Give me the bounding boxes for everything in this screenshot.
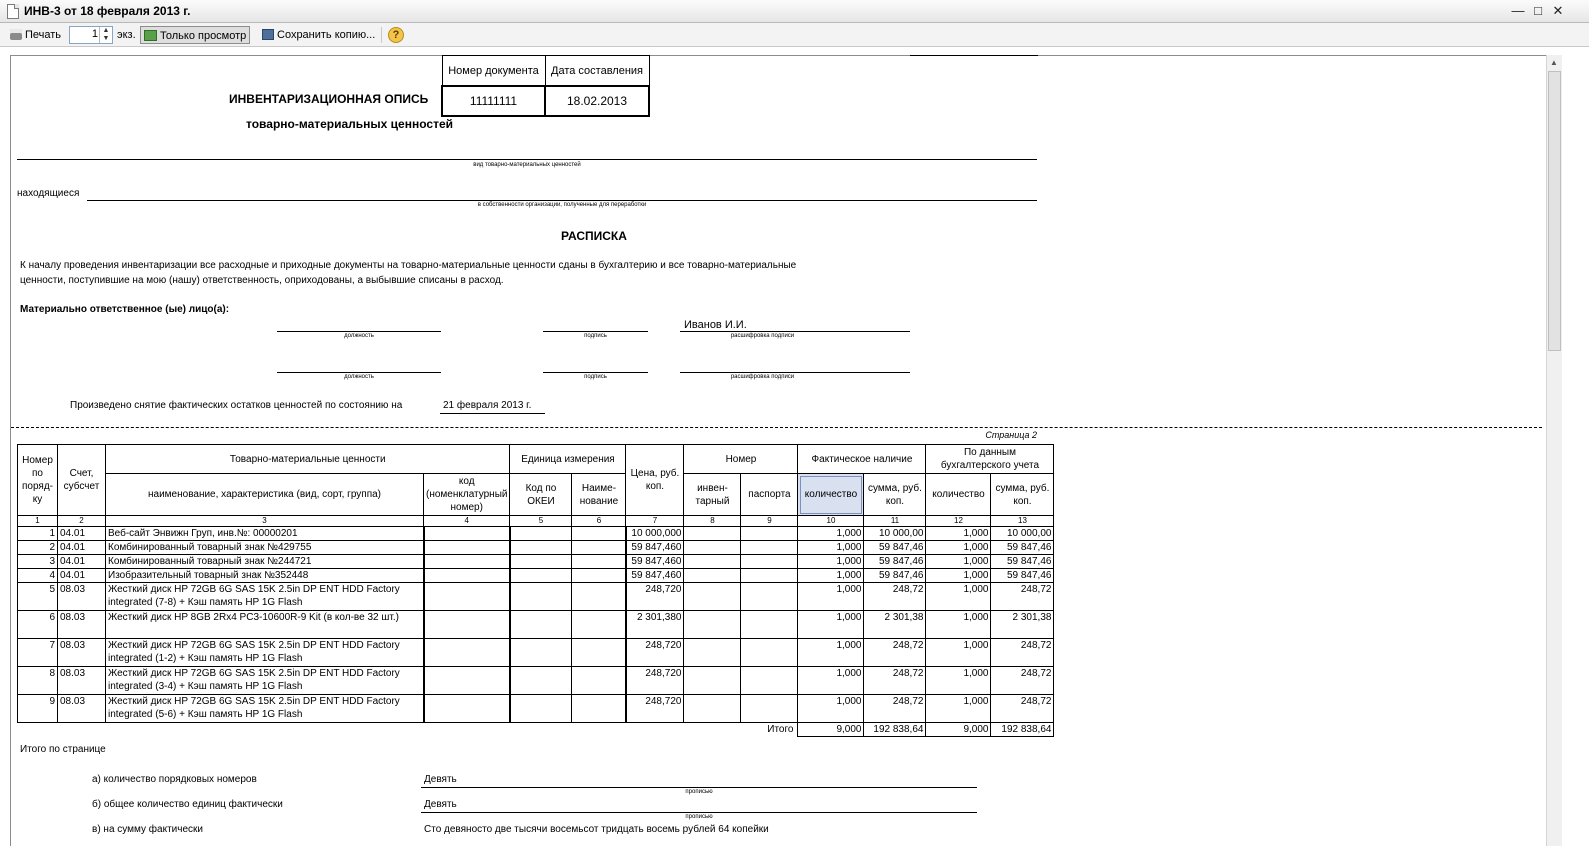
total-qty: 9,000 xyxy=(798,723,864,737)
row-number: 3 xyxy=(18,555,58,569)
print-label: Печать xyxy=(25,29,62,41)
header-num: Номер по поряд-ку xyxy=(18,445,58,516)
row-sum2: 59 847,46 xyxy=(991,555,1054,569)
row-unit-name xyxy=(572,611,626,639)
column-numbers-row xyxy=(18,516,1054,527)
header-qty[interactable]: количество xyxy=(798,474,864,516)
row-qty: 1,000 xyxy=(798,527,864,541)
row-okei xyxy=(510,569,572,583)
table-row[interactable] xyxy=(18,541,1054,555)
row-number: 5 xyxy=(18,583,58,611)
row-code xyxy=(424,527,510,541)
row-sum2: 248,72 xyxy=(991,639,1054,667)
total-units-caption: прописью xyxy=(685,814,713,820)
row-unit-name xyxy=(572,667,626,695)
row-sum2: 248,72 xyxy=(991,667,1054,695)
row-price: 2 301,380 xyxy=(626,611,684,639)
row-sum: 59 847,46 xyxy=(864,555,926,569)
row-passport xyxy=(741,527,798,541)
document-border-top xyxy=(10,55,1546,56)
receipt-text-2: ценности, поступившие на мою (нашу) ответственность, оприходованы, а выбывшие списаны в расход. xyxy=(20,275,504,286)
row-price: 59 847,460 xyxy=(626,541,684,555)
maximize-icon[interactable]: □ xyxy=(1534,3,1542,18)
row-sum: 248,72 xyxy=(864,583,926,611)
row-qty2: 1,000 xyxy=(926,555,991,569)
doc-date-label: Дата составления xyxy=(545,56,649,87)
total-qty2: 9,000 xyxy=(926,723,991,737)
row-price: 10 000,000 xyxy=(626,527,684,541)
inventory-body xyxy=(18,527,1054,723)
row-okei xyxy=(510,695,572,723)
table-row[interactable] xyxy=(18,527,1054,541)
row-unit-name xyxy=(572,555,626,569)
save-icon xyxy=(262,29,274,40)
header-passport: паспорта xyxy=(741,474,798,516)
row-number: 9 xyxy=(18,695,58,723)
row-unit-name xyxy=(572,695,626,723)
row-number: 7 xyxy=(18,639,58,667)
doc-number-table xyxy=(441,55,650,117)
located-line xyxy=(87,200,1037,201)
column-number: 1 xyxy=(18,516,58,527)
row-price: 59 847,460 xyxy=(626,555,684,569)
row-code xyxy=(424,541,510,555)
located-label: находящиеся xyxy=(17,188,80,199)
position-caption-1: должность xyxy=(344,333,374,339)
row-code xyxy=(424,569,510,583)
close-icon[interactable]: ✕ xyxy=(1552,3,1564,18)
row-okei xyxy=(510,667,572,695)
row-qty: 1,000 xyxy=(798,611,864,639)
decoding-line-2 xyxy=(680,372,910,373)
row-okei xyxy=(510,555,572,569)
row-inventory-number xyxy=(684,541,741,555)
window-title: ИНВ-3 от 18 февраля 2013 г. xyxy=(24,4,191,18)
signature-line-1 xyxy=(543,331,648,332)
row-qty: 1,000 xyxy=(798,695,864,723)
row-account: 08.03 xyxy=(58,583,106,611)
person-name: Иванов И.И. xyxy=(684,319,747,331)
row-qty2: 1,000 xyxy=(926,569,991,583)
header-number: Номер xyxy=(684,445,798,474)
row-sum2: 59 847,46 xyxy=(991,541,1054,555)
header-sum: сумма, руб. коп. xyxy=(864,474,926,516)
row-sum: 2 301,38 xyxy=(864,611,926,639)
total-label: Итого xyxy=(767,724,794,735)
column-number: 9 xyxy=(741,516,798,527)
row-name: Жесткий диск HP 8GB 2Rx4 PC3-10600R-9 Kit (в кол-ве 32 шт.) xyxy=(106,611,424,639)
row-qty2: 1,000 xyxy=(926,639,991,667)
row-sum: 10 000,00 xyxy=(864,527,926,541)
inventory-table xyxy=(17,444,1054,737)
row-unit-name xyxy=(572,569,626,583)
kind-caption: вид товарно-материальных ценностей xyxy=(473,162,581,168)
row-passport xyxy=(741,695,798,723)
header-code: код (номенклатурный номер) xyxy=(424,474,510,516)
row-name: Комбинированный товарный знак №244721 xyxy=(106,555,424,569)
row-code xyxy=(424,583,510,611)
row-price: 248,720 xyxy=(626,695,684,723)
row-account: 04.01 xyxy=(58,569,106,583)
row-qty2: 1,000 xyxy=(926,695,991,723)
header-qty2: количество xyxy=(926,474,991,516)
row-sum: 248,72 xyxy=(864,695,926,723)
total-sum-value: Сто девяносто две тысячи восемьсот тридцать восемь рублей 64 копейки xyxy=(424,824,769,835)
row-unit-name xyxy=(572,583,626,611)
row-passport xyxy=(741,583,798,611)
row-sum2: 2 301,38 xyxy=(991,611,1054,639)
column-number: 12 xyxy=(926,516,991,527)
toolbar-separator xyxy=(381,27,382,43)
column-number: 8 xyxy=(684,516,741,527)
row-code xyxy=(424,639,510,667)
total-units-value: Девять xyxy=(424,799,457,810)
row-sum: 248,72 xyxy=(864,667,926,695)
row-account: 08.03 xyxy=(58,695,106,723)
row-inventory-number xyxy=(684,639,741,667)
total-units-label: б) общее количество единиц фактически xyxy=(92,799,283,810)
row-inventory-number xyxy=(684,527,741,541)
row-qty: 1,000 xyxy=(798,569,864,583)
column-number: 5 xyxy=(510,516,572,527)
vertical-scrollbar[interactable] xyxy=(1546,55,1562,846)
row-sum2: 10 000,00 xyxy=(991,527,1054,541)
table-row[interactable] xyxy=(18,695,1054,723)
row-inventory-number xyxy=(684,555,741,569)
row-number: 1 xyxy=(18,527,58,541)
row-name: Жесткий диск HP 72GB 6G SAS 15K 2.5in DP ENT HDD Factory integrated (3-4) + Кэш память HP 1G Flash xyxy=(106,667,424,695)
row-inventory-number xyxy=(684,611,741,639)
row-code xyxy=(424,555,510,569)
view-only-icon xyxy=(144,30,157,41)
printer-icon xyxy=(10,29,22,40)
table-row[interactable] xyxy=(18,667,1054,695)
header-tmc: Товарно-материальные ценности xyxy=(106,445,510,474)
row-number: 8 xyxy=(18,667,58,695)
column-number: 13 xyxy=(991,516,1054,527)
signature-caption-1: подпись xyxy=(584,333,607,339)
column-number: 6 xyxy=(572,516,626,527)
row-okei xyxy=(510,527,572,541)
row-inventory-number xyxy=(684,695,741,723)
row-name: Жесткий диск HP 72GB 6G SAS 15K 2.5in DP ENT HDD Factory integrated (5-6) + Кэш память HP 1G Flash xyxy=(106,695,424,723)
row-sum2: 248,72 xyxy=(991,695,1054,723)
column-number: 10 xyxy=(798,516,864,527)
header-fact: Фактическое наличие xyxy=(798,445,926,474)
row-sum2: 248,72 xyxy=(991,583,1054,611)
column-number: 11 xyxy=(864,516,926,527)
page-label: Страница 2 xyxy=(985,430,1037,440)
header-account: Счет, субсчет xyxy=(58,445,106,516)
row-name: Жесткий диск HP 72GB 6G SAS 15K 2.5in DP ENT HDD Factory integrated (1-2) + Кэш память HP 1G Flash xyxy=(106,639,424,667)
receipt-text-1: К началу проведения инвентаризации все расходные и приходные документы на товарно-материальные ценности сданы в бухгалтерию и все товарно-материальные xyxy=(20,260,797,271)
header-name: наименование, характеристика (вид, сорт, группа) xyxy=(106,474,424,516)
row-account: 08.03 xyxy=(58,639,106,667)
header-inv: инвен-тарный xyxy=(684,474,741,516)
count-numbers-line xyxy=(421,787,977,788)
row-inventory-number xyxy=(684,667,741,695)
row-code xyxy=(424,667,510,695)
row-qty: 1,000 xyxy=(798,667,864,695)
row-passport xyxy=(741,639,798,667)
page-total-label: Итого по странице xyxy=(20,744,106,755)
total-units-line xyxy=(421,812,977,813)
row-passport xyxy=(741,569,798,583)
row-passport xyxy=(741,555,798,569)
column-number: 4 xyxy=(424,516,510,527)
row-qty2: 1,000 xyxy=(926,583,991,611)
document-border xyxy=(10,55,11,846)
stepper-arrows-icon[interactable]: ▲ ▼ xyxy=(99,27,112,43)
column-number: 3 xyxy=(106,516,424,527)
print-button[interactable] xyxy=(10,26,61,44)
scrollbar-thumb[interactable] xyxy=(1548,71,1561,351)
position-line-1 xyxy=(277,331,441,332)
view-only-button[interactable] xyxy=(140,26,250,44)
header-sum2: сумма, руб. коп. xyxy=(991,474,1054,516)
total-row xyxy=(18,723,1054,737)
row-price: 248,720 xyxy=(626,583,684,611)
row-account: 08.03 xyxy=(58,667,106,695)
header-unit-name: Наиме-нование xyxy=(572,474,626,516)
taken-date-line xyxy=(440,413,545,414)
copies-stepper[interactable] xyxy=(69,26,113,44)
located-caption: в собственности организации, полученные для переработки xyxy=(477,202,647,208)
row-passport xyxy=(741,611,798,639)
row-qty: 1,000 xyxy=(798,555,864,569)
taken-date: 21 февраля 2013 г. xyxy=(443,400,532,411)
row-inventory-number xyxy=(684,583,741,611)
responsible-label: Материально ответственное (ые) лицо(а): xyxy=(20,304,230,315)
column-number: 2 xyxy=(58,516,106,527)
row-qty: 1,000 xyxy=(798,541,864,555)
row-sum2: 59 847,46 xyxy=(991,569,1054,583)
row-name: Веб-сайт Энвижн Груп, инв.№: 00000201 xyxy=(106,527,424,541)
receipt-title: РАСПИСКА xyxy=(561,229,627,243)
row-account: 04.01 xyxy=(58,541,106,555)
row-name: Жесткий диск HP 72GB 6G SAS 15K 2.5in DP ENT HDD Factory integrated (7-8) + Кэш память HP 1G Flash xyxy=(106,583,424,611)
table-row[interactable] xyxy=(18,611,1054,639)
row-passport xyxy=(741,667,798,695)
toolbar xyxy=(0,23,1589,47)
row-okei xyxy=(510,639,572,667)
doc-number-value: 11111111 xyxy=(442,86,545,116)
row-okei xyxy=(510,583,572,611)
signature-line-2 xyxy=(543,372,648,373)
row-qty2: 1,000 xyxy=(926,667,991,695)
table-row[interactable] xyxy=(18,555,1054,569)
document-title: ИНВЕНТАРИЗАЦИОННАЯ ОПИСЬ xyxy=(229,92,429,106)
page-break-line xyxy=(11,427,1542,428)
row-passport xyxy=(741,541,798,555)
taken-label: Произведено снятие фактических остатков ценностей по состоянию на xyxy=(70,400,403,411)
row-unit-name xyxy=(572,541,626,555)
row-qty2: 1,000 xyxy=(926,541,991,555)
copies-value: 1 xyxy=(91,28,98,40)
document-area xyxy=(0,47,1589,846)
row-code xyxy=(424,695,510,723)
position-caption-2: должность xyxy=(344,374,374,380)
total-sum2: 192 838,64 xyxy=(991,723,1054,737)
row-qty2: 1,000 xyxy=(926,611,991,639)
position-line-2 xyxy=(277,372,441,373)
document-icon xyxy=(7,4,19,19)
doc-number-label: Номер документа xyxy=(442,56,545,87)
decoding-caption-2: расшифровка подписи xyxy=(730,374,795,380)
row-price: 248,720 xyxy=(626,667,684,695)
count-numbers-caption: прописью xyxy=(685,789,713,795)
row-price: 59 847,460 xyxy=(626,569,684,583)
row-unit-name xyxy=(572,527,626,541)
signature-caption-2: подпись xyxy=(584,374,607,380)
row-name: Комбинированный товарный знак №429755 xyxy=(106,541,424,555)
row-account: 04.01 xyxy=(58,555,106,569)
table-row[interactable] xyxy=(18,583,1054,611)
row-qty2: 1,000 xyxy=(926,527,991,541)
header-price: Цена, руб. коп. xyxy=(626,445,684,516)
top-rule xyxy=(910,55,1038,56)
document-subtitle: товарно-материальных ценностей xyxy=(246,117,453,131)
copies-unit: экз. xyxy=(117,29,136,41)
kind-line xyxy=(17,159,1037,160)
total-sum-label: в) на сумму фактически xyxy=(92,824,203,835)
row-inventory-number xyxy=(684,569,741,583)
row-account: 04.01 xyxy=(58,527,106,541)
save-copy-label: Сохранить копию... xyxy=(277,29,376,41)
column-number: 7 xyxy=(626,516,684,527)
header-books: По данным бухгалтерского учета xyxy=(926,445,1054,474)
row-sum: 248,72 xyxy=(864,639,926,667)
minimize-icon[interactable]: — xyxy=(1511,3,1525,18)
count-numbers-label: а) количество порядковых номеров xyxy=(92,774,257,785)
save-copy-button[interactable] xyxy=(262,26,375,44)
table-row[interactable] xyxy=(18,569,1054,583)
row-unit-name xyxy=(572,639,626,667)
row-sum: 59 847,46 xyxy=(864,541,926,555)
window-titlebar xyxy=(0,0,1589,23)
header-unit: Единица измерения xyxy=(510,445,626,474)
row-number: 6 xyxy=(18,611,58,639)
row-okei xyxy=(510,541,572,555)
decoding-caption-1: расшифровка подписи xyxy=(730,333,795,339)
help-icon[interactable]: ? xyxy=(388,27,404,43)
row-qty: 1,000 xyxy=(798,639,864,667)
row-price: 248,720 xyxy=(626,639,684,667)
scroll-up-icon[interactable]: ▲ xyxy=(1550,58,1558,67)
doc-date-value: 18.02.2013 xyxy=(545,86,649,116)
table-row[interactable] xyxy=(18,639,1054,667)
decoding-line-1 xyxy=(680,331,910,332)
row-code xyxy=(424,611,510,639)
row-sum: 59 847,46 xyxy=(864,569,926,583)
view-only-label: Только просмотр xyxy=(160,30,247,42)
count-numbers-value: Девять xyxy=(424,774,457,785)
row-number: 4 xyxy=(18,569,58,583)
row-number: 2 xyxy=(18,541,58,555)
row-account: 08.03 xyxy=(58,611,106,639)
header-okei: Код по ОКЕИ xyxy=(510,474,572,516)
total-sum: 192 838,64 xyxy=(864,723,926,737)
row-name: Изобразительный товарный знак №352448 xyxy=(106,569,424,583)
row-qty: 1,000 xyxy=(798,583,864,611)
row-okei xyxy=(510,611,572,639)
